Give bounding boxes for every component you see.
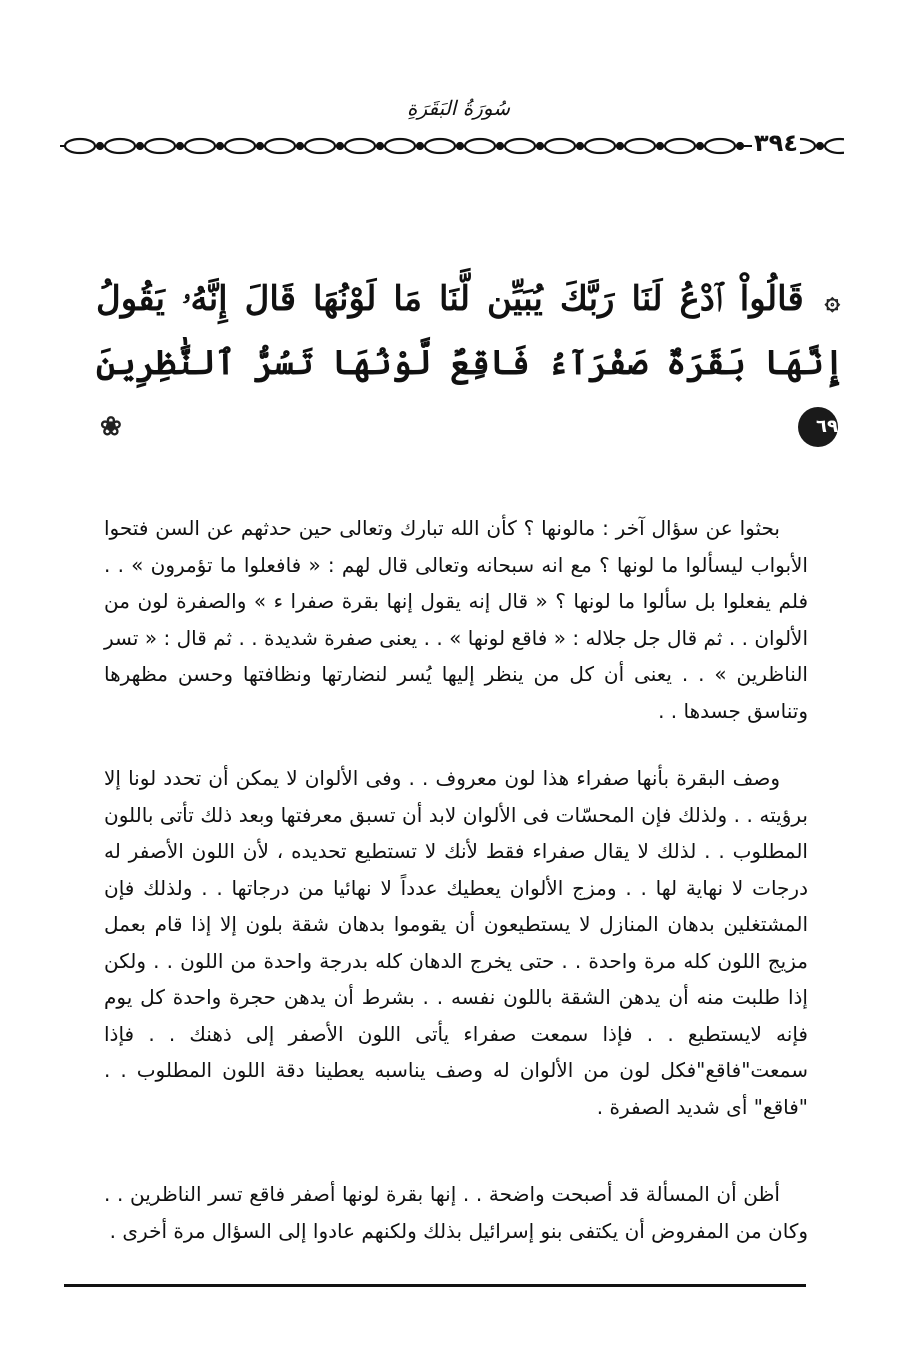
chain-link [665,139,695,153]
chain-link [505,139,535,153]
chain-link [65,139,95,153]
commentary-paragraph-3 [104,1176,808,1249]
chain-dot [137,143,143,149]
commentary-paragraph-2 [104,760,808,1125]
chain-link [225,139,255,153]
chain-dot [497,143,503,149]
chain-dot [257,143,263,149]
chain-link [625,139,655,153]
commentary-paragraph-1 [104,510,808,729]
chain-dot [97,143,103,149]
chain-link [185,139,215,153]
ayah-number-badge: ٦٩ [798,407,838,447]
verse-end-ornament-icon: ❀ [100,412,122,442]
chain-link [425,139,455,153]
chain-dot [337,143,343,149]
chain-link [265,139,295,153]
verse-text-line-1: قَالُواْ ٱدْعُ لَنَا رَبَّكَ يُبَيِّن لَّنَا مَا لَوْنُهَا قَالَ إِنَّهُۥ يَقُولُ [96,279,804,319]
chain-link [345,139,375,153]
chain-dot [457,143,463,149]
chain-dot [177,143,183,149]
verse-line-2 [96,332,844,458]
chain-link [465,139,495,153]
chain-dot [577,143,583,149]
chain-link [705,139,735,153]
chain-link [385,139,415,153]
chain-dot [817,143,823,149]
chain-link [105,139,135,153]
chain-dot [217,143,223,149]
bottom-rule [64,1284,806,1287]
chain-link [585,139,615,153]
chain-dot [737,143,743,149]
page-number: ٣٩٤ [752,126,800,160]
chain-dot [617,143,623,149]
chain-link [825,139,844,153]
chain-dot [537,143,543,149]
chain-dot [377,143,383,149]
verse-ornament-icon: ۞ [824,286,840,316]
surah-title: سُورَةُ البَقَرَةِ [407,96,510,120]
paragraph-text: أظن أن المسألة قد أصبحت واضحة . . إنها بقرة لونها أصفر فاقع تسر الناظرين . . وكان من المفروض أن يكتفى بنو إسرائيل بذلك ولكنهم عادوا إلى السؤال مرة أخرى . [104,1182,808,1243]
quran-verse [96,268,844,458]
chain-link [545,139,575,153]
chain-dot [657,143,663,149]
chain-dot [697,143,703,149]
decorative-chain-rule [60,132,844,160]
chain-dot [297,143,303,149]
chain-link [305,139,335,153]
paragraph-text: بحثوا عن سؤال آخر : مالونها ؟ كأن الله تبارك وتعالى حين حدثهم عن السن فتحوا الأبواب ليسألوا ما لونها ؟ مع انه سبحانه وتعالى قال لهم : « فافعلوا ما تؤمرون » . . فلم يفعلوا بل سألوا ما لونها ؟ « قال إنه يقول إنها بقرة صفرا ء » والصفرة لون من الألوان . . ثم قال جل جلاله : « فاقع لونها » . . يعنى صفرة شديدة . . ثم قال : « تسر الناظرين » . . يعنى أن كل من ينظر إليها يُسر لنضارتها ونظافتها وحسن مظهرها وتناسق جسدها . . [104,516,808,723]
chain-dot [417,143,423,149]
verse-text-line-2: إِنَّهَا بَقَرَةٌ صَفْرَآءُ فَاقِعٌ لَّوْنُهَا تَسُرُّ ٱلنَّٰظِرِينَ [96,343,844,383]
verse-line-1 [96,268,844,332]
paragraph-text: وصف البقرة بأنها صفراء هذا لون معروف . . وفى الألوان لا يمكن أن تحدد لونا إلا برؤيته . . ولذلك فإن المحسّات فى الألوان لابد أن تسبق معرفتها وبعد ذلك تأتى باللون المطلوب . . لذلك لا يقال صفراء فقط لأنك لا تستطيع تحديده ، لأن اللون الأصفر له درجات لا نهاية لها . . ومزج الألوان يعطيك عدداً لا نهائيا من درجاتها . . ولذلك فإن المشتغلين بدهان المنازل لا يستطيعون أن يقوموا بدهان شقة بلون إلا إذا قام بعمل مزيج اللون كله مرة واحدة . . حتى يخرج الدهان كله بدرجة واحدة من اللون . . ولكن إذا طلبت منه أن يدهن الشقة باللون نفسه . . بشرط أن يدهن حجرة واحدة كل يوم فإنه لايستطيع . . فإذا سمعت صفراء يأتى اللون الأصفر إلى ذهنك . . فإذا سمعت"فاقع"فكل لون من الألوان له وصف يناسبه يعطينا دقة اللون المطلوب . . "فاقع" أى شديد الصفرة . [104,766,808,1119]
chain-link [145,139,175,153]
